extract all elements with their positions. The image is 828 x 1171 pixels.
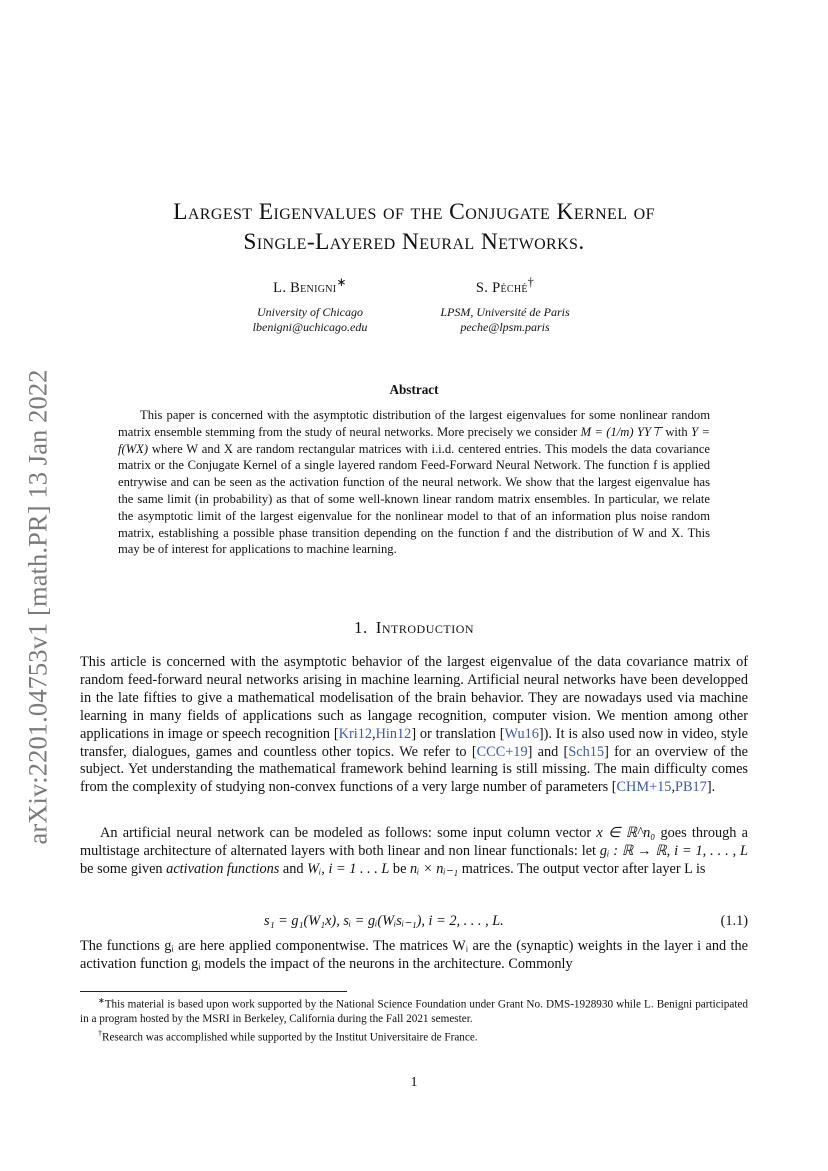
author-email: lbenigni@uchicago.edu	[252, 319, 368, 334]
citation-link[interactable]: Sch15	[568, 743, 605, 760]
author-affiliation	[220, 305, 400, 335]
arxiv-identifier-stamp	[20, 352, 56, 862]
citation-link[interactable]: CHM+15	[616, 779, 672, 796]
title-line-1: Largest Eigenvalues of the Conjugate Kernel of	[173, 199, 655, 225]
body-text: goes through a multistage architecture of alternated layers with both linear and non linear functionals: let	[80, 825, 749, 859]
body-text: ] or translation [	[411, 725, 505, 742]
abstract-formula-y: Y = f(WX)	[118, 424, 710, 456]
equation-body: s₁ = g₁(W₁x), sᵢ = gᵢ(Wᵢsᵢ₋₁), i = 2, . . . , L.	[264, 913, 504, 929]
body-text: An artificial neural network can be modeled as follows: some input column vector	[100, 825, 597, 841]
author-footnote-mark: ∗	[336, 275, 347, 289]
footnotes	[80, 994, 748, 1045]
citation-link[interactable]: Wu16	[504, 725, 539, 742]
author-email: peche@lpsm.paris	[460, 319, 550, 334]
citation-link[interactable]: CCC+19	[476, 743, 528, 760]
equation-number: (1.1)	[720, 913, 748, 929]
inline-math: Wᵢ, i = 1 . . . L	[307, 860, 390, 877]
inline-math: gᵢ : ℝ → ℝ, i = 1, . . . , L	[599, 842, 748, 859]
section-title: Introduction	[375, 618, 475, 637]
author-affiliation	[410, 305, 600, 335]
footnote-text: Research was accomplished while supported by the Institut Universitaire de France.	[102, 1031, 478, 1044]
title-line-2: Single-Layered Neural Networks.	[243, 229, 585, 255]
intro-paragraph-1	[80, 654, 748, 797]
affiliation-text: LPSM, Université de Paris	[440, 304, 570, 319]
citation-link[interactable]: Kri12	[338, 725, 372, 742]
body-text: ,	[372, 725, 376, 742]
author-footnote-mark: †	[527, 275, 535, 289]
equation-1-1	[80, 911, 748, 933]
body-text: ] and [	[527, 743, 569, 760]
page-number: 1	[410, 1075, 418, 1090]
body-text: ].	[706, 779, 716, 796]
body-text: ,	[671, 779, 676, 796]
paper-title	[80, 197, 748, 257]
abstract-text: This paper is concerned with the asymptotic distribution of the largest eigenvalues for some nonlinear random matrix ensemble stemming from the study of neural networks. More precisely we consider	[118, 408, 710, 439]
body-text: be some given	[80, 860, 167, 877]
footnote-2	[80, 1027, 748, 1045]
body-text: matrices. The output vector after layer L is	[458, 860, 706, 877]
author-name-text: L. Benigni	[273, 279, 337, 296]
author-name	[410, 275, 600, 297]
section-number: 1.	[353, 618, 368, 637]
abstract-body	[118, 407, 710, 558]
footnote-rule	[80, 991, 347, 992]
abstract-heading: Abstract	[389, 382, 439, 397]
intro-paragraph-3: The functions gᵢ are here applied componentwise. The matrices Wᵢ are the (synaptic) weights in the layer i and the activation function gᵢ models the impact of the neurons in the architecture. Commonly	[80, 938, 748, 972]
abstract-text: with	[661, 424, 692, 439]
arxiv-identifier-text: arXiv:2201.04753v1 [math.PR] 13 Jan 2022	[22, 369, 53, 845]
author-name	[220, 275, 400, 297]
emphasis-text: activation functions	[166, 860, 280, 877]
body-text: This article is concerned with the asymptotic behavior of the largest eigenvalue of the data covariance matrix of random feed-forward neural networks arising in machine learning. Artificial neural networks have been developped in the late fifties to give a mathematical modelisation of the brain behavior. They are nowadays used via machine learning in many fields of applications such as langage recognition, computer vision. We mention among other applications in image or speech recognition [	[80, 654, 748, 742]
body-text: be	[389, 860, 411, 877]
footnote-text: This material is based upon work supported by the National Science Foundation under Grant No. DMS-1928930 while L. Benigni participated in a program hosted by the MSRI in Berkeley, California during the Fall 2021 semester.	[80, 998, 748, 1026]
body-text: and	[279, 860, 308, 877]
author-block-benigni	[220, 275, 400, 335]
citation-link[interactable]: PB17	[675, 779, 707, 796]
author-block-peche	[410, 275, 600, 335]
author-name-text: S. Péché	[475, 279, 528, 296]
body-text: ]). It is also used now in video, style transfer, dialogues, games and countless other topics. We refer to [	[80, 725, 749, 760]
intro-paragraph-2	[80, 825, 748, 879]
footnote-mark: †	[98, 1028, 102, 1038]
inline-math: nᵢ × nᵢ₋₁	[410, 860, 459, 877]
abstract-text: where W and X are random rectangular matrices with i.i.d. centered entries. This models the data covariance matrix or the Conjugate Kernel of a single layered random Feed-Forward Neural Network. The function f is applied entrywise and can be seen as the activation function of the neural network. We show that the largest eigenvalue has the same limit (in probability) as that of some well-known linear random matrix ensembles. In particular, we relate the asymptotic limit of the largest eigenvalue for the nonlinear model to that of an information plus noise random matrix, establishing a possible phase transition depending on the function f and the distribution of W and X. This may be of interest for applications to machine learning.	[118, 441, 710, 557]
abstract-formula-m: M = (1/m) YY⊤	[580, 424, 662, 439]
inline-math: x ∈ ℝ^n₀	[596, 825, 656, 841]
citation-link[interactable]: Hin12	[375, 725, 412, 742]
body-text: ] for an overview of the subject. Yet understanding the mathematical framework behind learning is still missing. The main difficulty comes from the complexity of studying non-convex functions of a very large number of parameters [	[80, 743, 748, 796]
affiliation-text: University of Chicago	[257, 304, 363, 319]
footnote-1	[80, 994, 748, 1027]
footnote-mark: ∗	[98, 996, 105, 1005]
section-heading-introduction	[80, 618, 748, 638]
